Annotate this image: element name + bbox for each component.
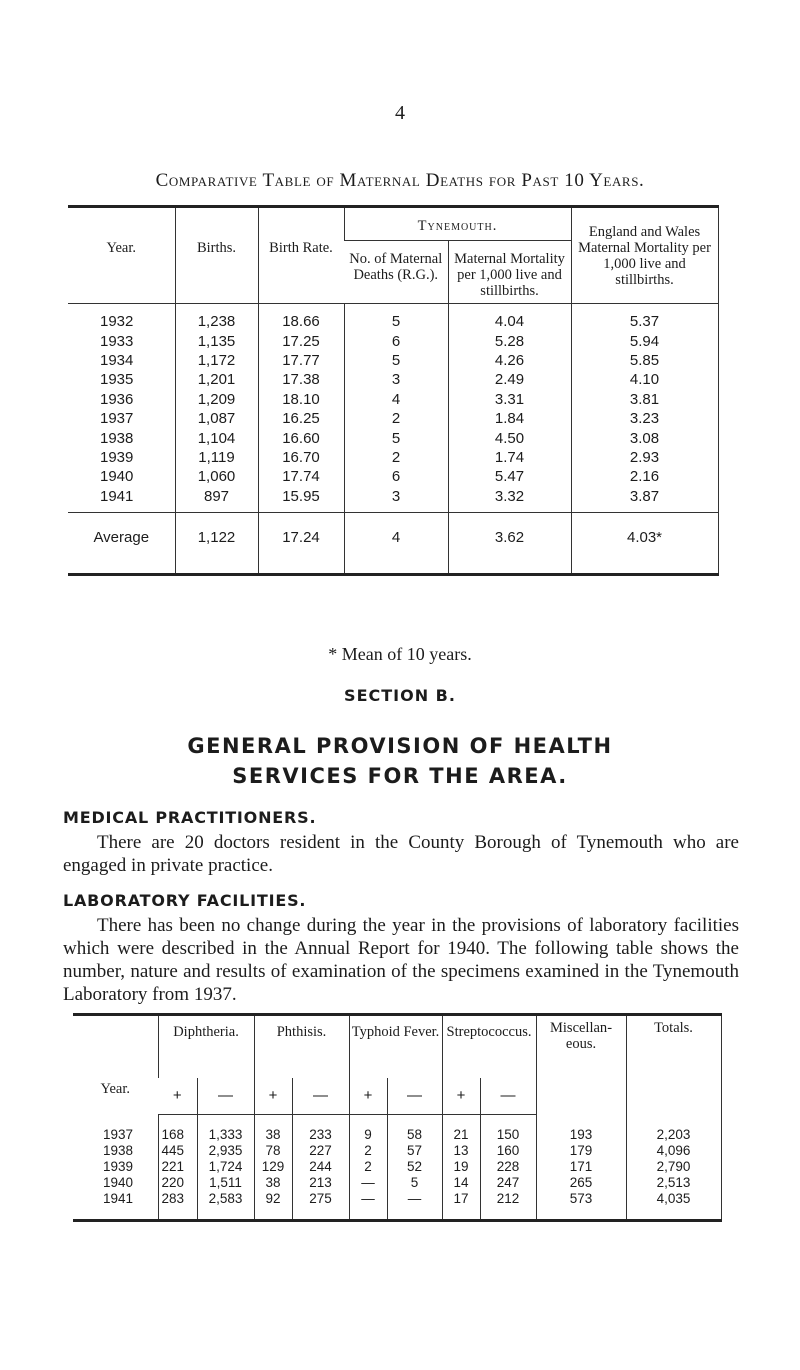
cell-deaths: 3 (344, 370, 448, 389)
header-year: Year. (100, 1080, 131, 1097)
header-positive: + (158, 1078, 197, 1115)
cell-england-wales: 3.81 (571, 390, 718, 409)
cell-typhoid-positive: 2 (349, 1143, 387, 1159)
cell-miscellaneous: 265 (536, 1175, 626, 1191)
cell-phthisis-negative: 233 (292, 1115, 349, 1144)
header-birth-rate: Birth Rate. (258, 207, 344, 304)
average-deaths: 4 (344, 512, 448, 574)
cell-phthisis-positive: 38 (254, 1175, 292, 1191)
header-positive: + (254, 1078, 292, 1115)
average-birth-rate: 17.24 (258, 512, 344, 574)
cell-phthisis-negative: 213 (292, 1175, 349, 1191)
cell-year: 1939 (103, 1159, 134, 1174)
table-row (73, 1191, 721, 1221)
cell-diphtheria-positive: 221 (158, 1159, 197, 1175)
header-positive: + (349, 1078, 387, 1115)
cell-mortality: 4.50 (448, 428, 571, 447)
medical-practitioners-text: There are 20 doctors resident in the County Borough of Tynemouth who are engaged in private practice. (63, 832, 739, 876)
medical-practitioners-heading: MEDICAL PRACTITIONERS. (63, 808, 317, 827)
section-label: SECTION B. (344, 686, 456, 705)
table-row (73, 1175, 721, 1191)
cell-phthisis-positive: 38 (254, 1115, 292, 1144)
header-maternal-deaths: No. of Maternal Deaths (R.G.). (344, 241, 448, 304)
header-negative: — (197, 1078, 254, 1115)
cell-typhoid-negative: — (387, 1191, 442, 1221)
cell-births: 1,209 (175, 390, 258, 409)
cell-birth-rate: 16.70 (258, 448, 344, 467)
cell-year: 1937 (103, 1126, 134, 1142)
table-row (68, 428, 718, 447)
cell-year: 1937 (100, 410, 134, 428)
cell-birth-rate: 17.77 (258, 351, 344, 370)
cell-mortality: 1.84 (448, 409, 571, 428)
cell-deaths: 5 (344, 304, 448, 332)
cell-england-wales: 3.08 (571, 428, 718, 447)
header-phthisis: Phthisis. (254, 1015, 349, 1079)
cell-phthisis-negative: 227 (292, 1143, 349, 1159)
cell-births: 1,201 (175, 370, 258, 389)
cell-birth-rate: 18.66 (258, 304, 344, 332)
cell-england-wales: 2.16 (571, 467, 718, 486)
cell-birth-rate: 15.95 (258, 487, 344, 513)
cell-births: 1,119 (175, 448, 258, 467)
cell-year: 1940 (103, 1175, 134, 1190)
table-row (68, 448, 718, 467)
header-england-wales: England and Wales Maternal Mortality per 1,000 live and stillbirths. (571, 207, 718, 304)
table-row (68, 370, 718, 389)
average-row (68, 512, 718, 574)
average-england-wales: 4.03* (571, 512, 718, 574)
cell-miscellaneous: 171 (536, 1159, 626, 1175)
cell-year: 1934 (100, 351, 134, 369)
cell-birth-rate: 17.38 (258, 370, 344, 389)
cell-strep-negative: 160 (480, 1143, 536, 1159)
cell-total: 2,790 (626, 1159, 721, 1175)
cell-typhoid-positive: 9 (349, 1115, 387, 1144)
cell-diphtheria-positive: 445 (158, 1143, 197, 1159)
header-maternal-mortality: Maternal Mortality per 1,000 live and stillbirths. (448, 241, 571, 304)
table-row (73, 1115, 721, 1144)
cell-diphtheria-negative: 2,583 (197, 1191, 254, 1221)
cell-deaths: 5 (344, 351, 448, 370)
cell-england-wales: 5.85 (571, 351, 718, 370)
cell-diphtheria-negative: 1,333 (197, 1115, 254, 1144)
cell-deaths: 2 (344, 448, 448, 467)
cell-mortality: 3.32 (448, 487, 571, 513)
cell-phthisis-negative: 244 (292, 1159, 349, 1175)
cell-typhoid-positive: — (349, 1191, 387, 1221)
cell-birth-rate: 18.10 (258, 390, 344, 409)
cell-typhoid-positive: 2 (349, 1159, 387, 1175)
section-heading-line1: GENERAL PROVISION OF HEALTH (187, 734, 613, 758)
cell-miscellaneous: 193 (536, 1115, 626, 1144)
cell-typhoid-negative: 5 (387, 1175, 442, 1191)
laboratory-facilities-heading: LABORATORY FACILITIES. (63, 891, 307, 910)
cell-strep-positive: 14 (442, 1175, 480, 1191)
cell-year: 1939 (100, 448, 134, 466)
cell-phthisis-positive: 129 (254, 1159, 292, 1175)
table-row (73, 1159, 721, 1175)
cell-births: 1,060 (175, 467, 258, 486)
cell-year: 1932 (100, 313, 134, 331)
cell-england-wales: 2.93 (571, 448, 718, 467)
cell-strep-negative: 212 (480, 1191, 536, 1221)
cell-mortality: 2.49 (448, 370, 571, 389)
cell-births: 1,172 (175, 351, 258, 370)
laboratory-facilities-text: There has been no change during the year in the provisions of laboratory facilities which were described in the Annual Report for 1940. The following table shows the number, nature and results of examination of the specimens examined in the Tynemouth Laboratory from 1937. (63, 915, 739, 1005)
cell-deaths: 2 (344, 409, 448, 428)
cell-year: 1941 (100, 487, 134, 505)
header-miscellaneous: Miscellaneous. (536, 1015, 626, 1115)
cell-phthisis-positive: 92 (254, 1191, 292, 1221)
table-row (68, 409, 718, 428)
cell-diphtheria-negative: 1,511 (197, 1175, 254, 1191)
laboratory-results-table (73, 1013, 722, 1222)
header-negative: — (480, 1078, 536, 1115)
cell-year: 1938 (100, 429, 134, 447)
cell-diphtheria-positive: 283 (158, 1191, 197, 1221)
cell-year: 1941 (103, 1191, 134, 1206)
cell-mortality: 4.26 (448, 351, 571, 370)
cell-typhoid-negative: 52 (387, 1159, 442, 1175)
header-year: Year. (68, 207, 175, 304)
cell-total: 2,513 (626, 1175, 721, 1191)
table-row (68, 304, 718, 332)
cell-mortality: 4.04 (448, 304, 571, 332)
cell-typhoid-positive: — (349, 1175, 387, 1191)
header-negative: — (387, 1078, 442, 1115)
cell-england-wales: 3.23 (571, 409, 718, 428)
table-footnote: * Mean of 10 years. (328, 644, 472, 664)
cell-year: 1936 (100, 390, 134, 408)
cell-year: 1935 (100, 371, 134, 389)
cell-strep-positive: 21 (442, 1115, 480, 1144)
table-row (68, 467, 718, 486)
header-births: Births. (175, 207, 258, 304)
maternal-deaths-table-title: Comparative Table of Maternal Deaths for Past 10 Years. (155, 170, 645, 191)
cell-total: 4,035 (626, 1191, 721, 1221)
table-row (68, 351, 718, 370)
cell-mortality: 5.47 (448, 467, 571, 486)
cell-deaths: 6 (344, 467, 448, 486)
cell-diphtheria-positive: 168 (158, 1115, 197, 1144)
header-totals: Totals. (626, 1015, 721, 1115)
cell-miscellaneous: 179 (536, 1143, 626, 1159)
cell-strep-positive: 13 (442, 1143, 480, 1159)
average-mortality: 3.62 (448, 512, 571, 574)
header-negative: — (292, 1078, 349, 1115)
cell-total: 2,203 (626, 1115, 721, 1144)
cell-diphtheria-positive: 220 (158, 1175, 197, 1191)
cell-deaths: 6 (344, 331, 448, 350)
cell-deaths: 5 (344, 428, 448, 447)
cell-mortality: 5.28 (448, 331, 571, 350)
cell-phthisis-negative: 275 (292, 1191, 349, 1221)
maternal-deaths-table (68, 205, 719, 576)
cell-england-wales: 5.94 (571, 331, 718, 350)
header-tynemouth: Tynemouth. (344, 207, 571, 241)
table-row (68, 487, 718, 513)
cell-typhoid-negative: 57 (387, 1143, 442, 1159)
cell-typhoid-negative: 58 (387, 1115, 442, 1144)
header-typhoid: Typhoid Fever. (349, 1015, 442, 1079)
cell-strep-negative: 150 (480, 1115, 536, 1144)
cell-birth-rate: 16.25 (258, 409, 344, 428)
cell-birth-rate: 17.74 (258, 467, 344, 486)
cell-year: 1940 (100, 468, 134, 486)
cell-diphtheria-negative: 1,724 (197, 1159, 254, 1175)
table-row (73, 1143, 721, 1159)
cell-england-wales: 5.37 (571, 304, 718, 332)
table-row (68, 331, 718, 350)
table-row (68, 390, 718, 409)
cell-birth-rate: 17.25 (258, 331, 344, 350)
cell-strep-positive: 17 (442, 1191, 480, 1221)
cell-mortality: 1.74 (448, 448, 571, 467)
cell-england-wales: 3.87 (571, 487, 718, 513)
cell-strep-negative: 228 (480, 1159, 536, 1175)
cell-england-wales: 4.10 (571, 370, 718, 389)
average-births: 1,122 (175, 512, 258, 574)
cell-births: 1,087 (175, 409, 258, 428)
cell-diphtheria-negative: 2,935 (197, 1143, 254, 1159)
section-heading-line2: SERVICES FOR THE AREA. (232, 764, 568, 788)
cell-year: 1938 (103, 1143, 134, 1158)
cell-miscellaneous: 573 (536, 1191, 626, 1221)
cell-birth-rate: 16.60 (258, 428, 344, 447)
cell-phthisis-positive: 78 (254, 1143, 292, 1159)
cell-births: 1,104 (175, 428, 258, 447)
cell-deaths: 3 (344, 487, 448, 513)
cell-deaths: 4 (344, 390, 448, 409)
header-streptococcus: Streptococcus. (442, 1015, 536, 1079)
cell-total: 4,096 (626, 1143, 721, 1159)
average-label: Average (68, 512, 175, 574)
page-number: 4 (395, 102, 405, 124)
cell-year: 1933 (100, 332, 134, 350)
cell-mortality: 3.31 (448, 390, 571, 409)
cell-births: 1,238 (175, 304, 258, 332)
cell-strep-positive: 19 (442, 1159, 480, 1175)
cell-births: 1,135 (175, 331, 258, 350)
cell-strep-negative: 247 (480, 1175, 536, 1191)
header-diphtheria: Diphtheria. (158, 1015, 254, 1079)
cell-births: 897 (175, 487, 258, 513)
header-positive: + (442, 1078, 480, 1115)
